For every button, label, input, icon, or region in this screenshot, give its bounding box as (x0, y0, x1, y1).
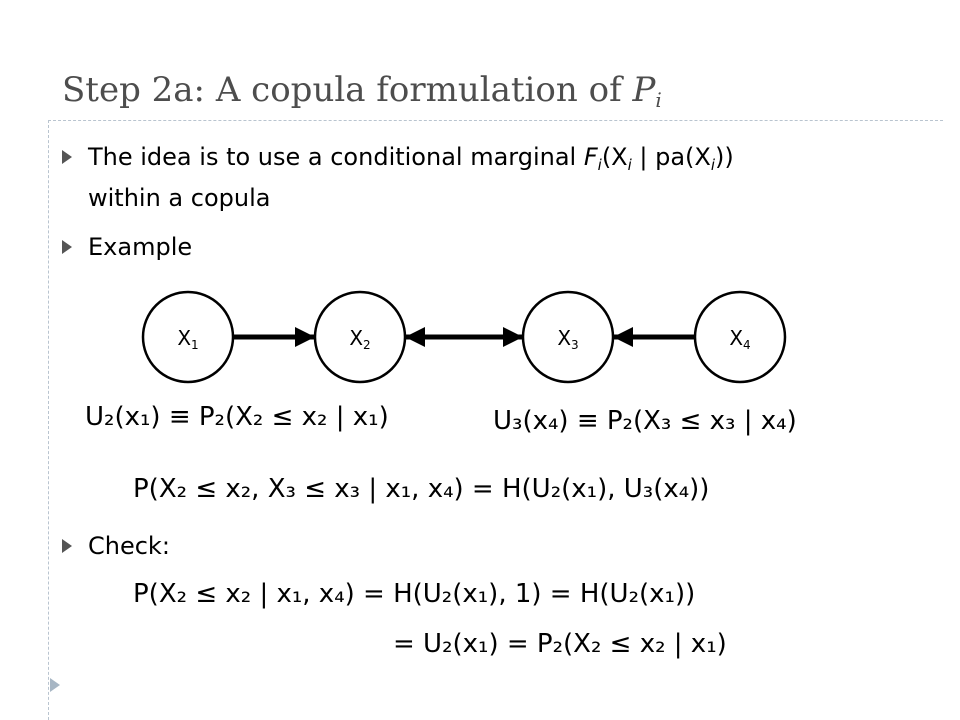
idea-close: )) (715, 143, 734, 171)
bullet-example: Example (88, 233, 193, 261)
idea-x: (X (601, 143, 628, 171)
node-x2-label: $X_2$ (349, 326, 371, 352)
idea-text: The idea is to use a conditional marginal (88, 143, 584, 171)
title-subscript: i (655, 88, 662, 112)
bullet-check: Check: (88, 532, 170, 560)
empty-bullet-icon (50, 678, 60, 692)
title-variable: P (632, 70, 656, 110)
equation-u3: U₃(x₄) ≡ P₂(X₃ ≤ x₃ | x₄) (493, 406, 797, 436)
idea-x-sub2: i (710, 156, 715, 175)
node-x4-label: $X_4$ (729, 326, 751, 352)
idea-pa: | pa(X (631, 143, 711, 171)
idea-f: F (583, 143, 598, 171)
node-x1-label: $X_1$ (177, 326, 199, 352)
equation-check2: = U₂(x₁) = P₂(X₂ ≤ x₂ | x₁) (393, 629, 727, 659)
title-text: Step 2a: A copula formulation of (62, 70, 633, 110)
equation-joint: P(X₂ ≤ x₂, X₃ ≤ x₃ | x₁, x₄) = H(U₂(x₁), U₃(x₄)) (133, 474, 710, 504)
bullet-marker-icon (62, 539, 72, 553)
equation-check1: P(X₂ ≤ x₂ | x₁, x₄) = H(U₂(x₁), 1) = H(U₂(x₁)) (133, 579, 696, 609)
idea-x-sub: i (627, 156, 632, 175)
node-x3-label: $X_3$ (557, 326, 579, 352)
bullet-idea-line2: within a copula (88, 184, 271, 212)
idea-f-sub: i (597, 156, 602, 175)
equation-u2: U₂(x₁) ≡ P₂(X₂ ≤ x₂ | x₁) (85, 402, 389, 432)
